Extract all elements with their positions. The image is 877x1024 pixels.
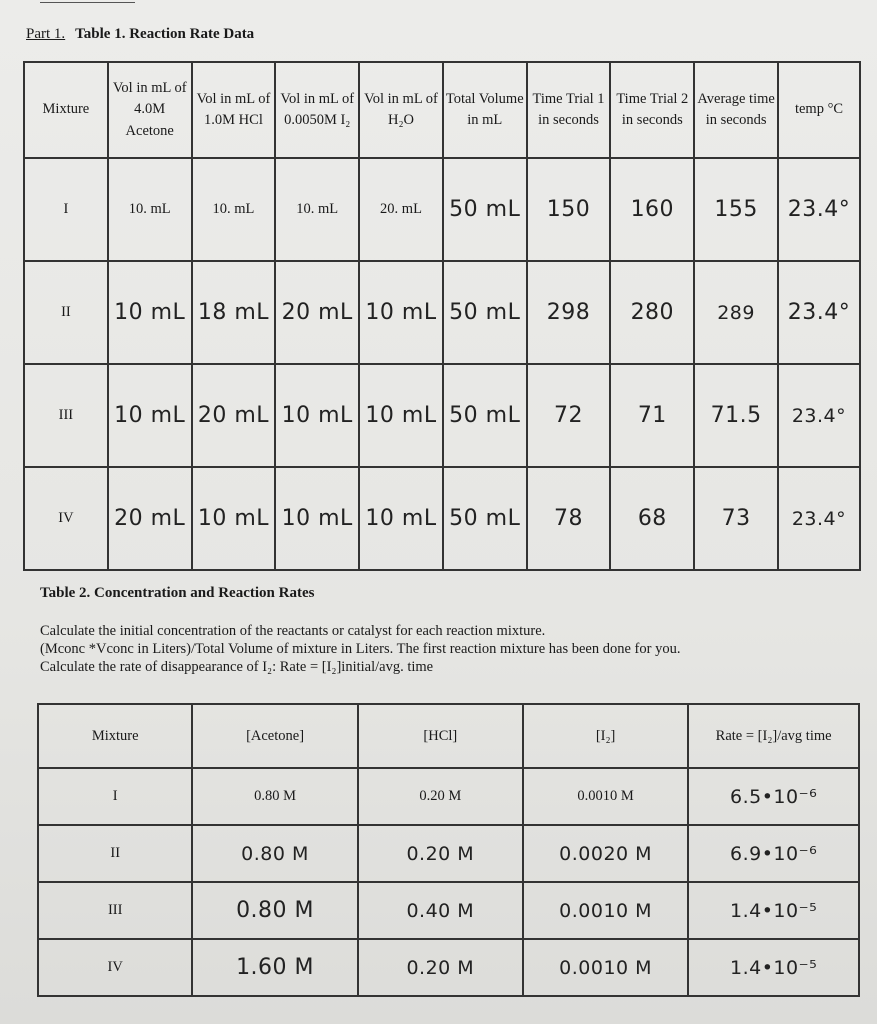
t1-header: Vol in mL of H₂O bbox=[359, 62, 443, 158]
part-label: Part 1. bbox=[26, 26, 66, 42]
reaction-rate-table bbox=[23, 61, 861, 571]
iodine-volume: 20 mL bbox=[275, 261, 359, 364]
acetone-volume: 10 mL bbox=[108, 364, 192, 467]
table-row bbox=[38, 939, 859, 996]
hcl-volume: 10. mL bbox=[192, 158, 276, 261]
time-trial-1: 78 bbox=[527, 467, 611, 570]
acetone-concentration: 0.80 M bbox=[192, 882, 357, 939]
table2-title: Table 2. Concentration and Reaction Rates bbox=[40, 585, 315, 601]
time-trial-1: 298 bbox=[527, 261, 611, 364]
total-volume: 50 mL bbox=[443, 364, 527, 467]
header-rule bbox=[40, 2, 135, 3]
reaction-rate: 6.9•10⁻⁶ bbox=[688, 825, 859, 882]
concentration-table bbox=[37, 703, 860, 997]
water-volume: 10 mL bbox=[359, 467, 443, 570]
water-volume: 20. mL bbox=[359, 158, 443, 261]
t1-header: Time Trial 2 in seconds bbox=[610, 62, 694, 158]
iodine-concentration: 0.0010 M bbox=[523, 882, 688, 939]
temperature: 23.4° bbox=[778, 158, 860, 261]
t2-header: [HCl] bbox=[358, 704, 523, 768]
t2-header: [I₂] bbox=[523, 704, 688, 768]
instruction-line-1: Calculate the initial concentration of the reactants or catalyst for each reaction mixture. bbox=[40, 623, 546, 639]
acetone-concentration: 0.80 M bbox=[192, 825, 357, 882]
temperature: 23.4° bbox=[778, 364, 860, 467]
hcl-volume: 20 mL bbox=[192, 364, 276, 467]
acetone-concentration: 0.80 M bbox=[192, 768, 357, 825]
hcl-volume: 18 mL bbox=[192, 261, 276, 364]
iodine-concentration: 0.0010 M bbox=[523, 939, 688, 996]
table1-header-row bbox=[24, 62, 860, 158]
mixture-label: IV bbox=[38, 939, 192, 996]
time-trial-1: 72 bbox=[527, 364, 611, 467]
table2-header-row bbox=[38, 704, 859, 768]
reaction-rate: 1.4•10⁻⁵ bbox=[688, 939, 859, 996]
acetone-concentration: 1.60 M bbox=[192, 939, 357, 996]
water-volume: 10 mL bbox=[359, 261, 443, 364]
acetone-volume: 20 mL bbox=[108, 467, 192, 570]
hcl-concentration: 0.20 M bbox=[358, 768, 523, 825]
mixture-label: III bbox=[38, 882, 192, 939]
instruction-line-2: (Mconc *Vconc in Liters)/Total Volume of mixture in Liters. The first reaction mixture has been done for you. bbox=[40, 641, 681, 658]
total-volume: 50 mL bbox=[443, 467, 527, 570]
iodine-volume: 10. mL bbox=[275, 158, 359, 261]
iodine-volume: 10 mL bbox=[275, 467, 359, 570]
hcl-concentration: 0.40 M bbox=[358, 882, 523, 939]
instruction-line-3: Calculate the rate of disappearance of I₂: Rate = [I₂]initial/avg. time bbox=[40, 659, 434, 676]
iodine-volume: 10 mL bbox=[275, 364, 359, 467]
mixture-label: I bbox=[24, 158, 108, 261]
hcl-concentration: 0.20 M bbox=[358, 825, 523, 882]
t2-header: Mixture bbox=[38, 704, 192, 768]
temperature: 23.4° bbox=[778, 467, 860, 570]
time-trial-2: 280 bbox=[610, 261, 694, 364]
time-trial-2: 160 bbox=[610, 158, 694, 261]
reaction-rate: 1.4•10⁻⁵ bbox=[688, 882, 859, 939]
iodine-concentration: 0.0020 M bbox=[523, 825, 688, 882]
time-trial-1: 150 bbox=[527, 158, 611, 261]
table-row bbox=[38, 825, 859, 882]
hcl-concentration: 0.20 M bbox=[358, 939, 523, 996]
table-row bbox=[38, 882, 859, 939]
mixture-label: II bbox=[24, 261, 108, 364]
table-row bbox=[24, 467, 860, 570]
mixture-label: IV bbox=[24, 467, 108, 570]
total-volume: 50 mL bbox=[443, 158, 527, 261]
table-row bbox=[24, 364, 860, 467]
hcl-volume: 10 mL bbox=[192, 467, 276, 570]
time-trial-2: 68 bbox=[610, 467, 694, 570]
table-row bbox=[38, 768, 859, 825]
part-title bbox=[26, 26, 254, 43]
t1-header: Vol in mL of 0.0050M I₂ bbox=[275, 62, 359, 158]
mixture-label: I bbox=[38, 768, 192, 825]
t1-header: Vol in mL of 1.0M HCl bbox=[192, 62, 276, 158]
table-row bbox=[24, 261, 860, 364]
mixture-label: II bbox=[38, 825, 192, 882]
reaction-rate: 6.5•10⁻⁶ bbox=[688, 768, 859, 825]
table1-title: Table 1. Reaction Rate Data bbox=[75, 26, 255, 42]
mixture-label: III bbox=[24, 364, 108, 467]
acetone-volume: 10. mL bbox=[108, 158, 192, 261]
table2-instructions bbox=[40, 622, 840, 676]
average-time: 155 bbox=[694, 158, 778, 261]
water-volume: 10 mL bbox=[359, 364, 443, 467]
average-time: 73 bbox=[694, 467, 778, 570]
t1-header: temp °C bbox=[778, 62, 860, 158]
acetone-volume: 10 mL bbox=[108, 261, 192, 364]
t2-header: Rate = [I₂]/avg time bbox=[688, 704, 859, 768]
t1-header: Time Trial 1 in seconds bbox=[527, 62, 611, 158]
t2-header: [Acetone] bbox=[192, 704, 357, 768]
iodine-concentration: 0.0010 M bbox=[523, 768, 688, 825]
t1-header: Total Volume in mL bbox=[443, 62, 527, 158]
temperature: 23.4° bbox=[778, 261, 860, 364]
table-row bbox=[24, 158, 860, 261]
average-time: 289 bbox=[694, 261, 778, 364]
t1-header: Vol in mL of 4.0M Acetone bbox=[108, 62, 192, 158]
total-volume: 50 mL bbox=[443, 261, 527, 364]
t1-header: Mixture bbox=[24, 62, 108, 158]
time-trial-2: 71 bbox=[610, 364, 694, 467]
average-time: 71.5 bbox=[694, 364, 778, 467]
t1-header: Average time in seconds bbox=[694, 62, 778, 158]
